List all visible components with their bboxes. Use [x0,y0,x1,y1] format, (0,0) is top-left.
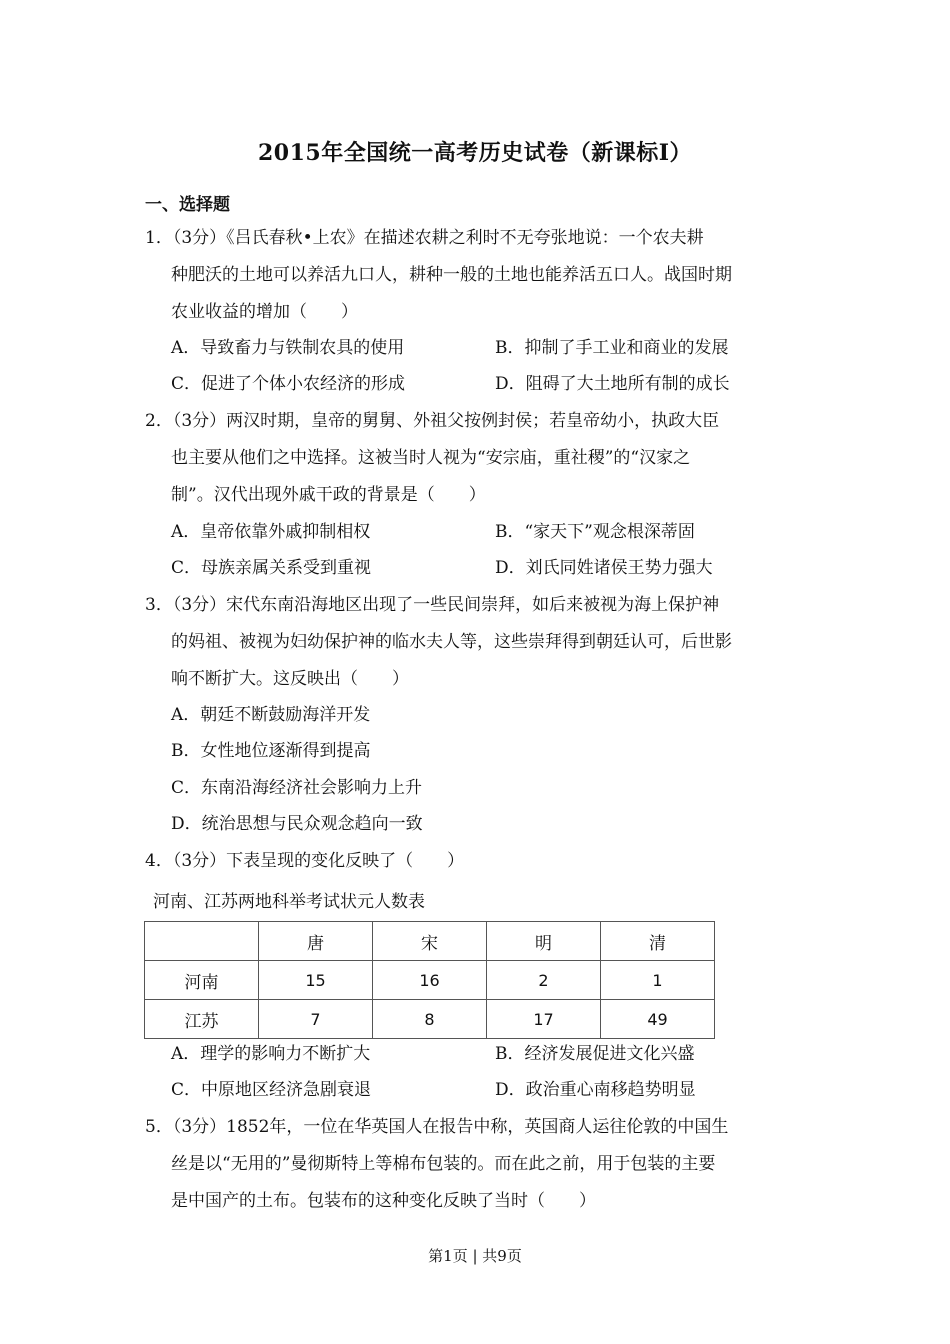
option-d[interactable]: D．刘氏同姓诸侯王势力强大 [495,558,713,578]
table-cell: 2 [487,961,601,1000]
question-1-line-2: 种肥沃的土地可以养活九口人，耕种一般的土地也能养活五口人。战国时期 [171,265,732,285]
table-header-row [145,922,715,961]
table-row-label: 河南 [145,961,259,1000]
question-1-line-1: 1．（3分）《吕氏春秋•上农》在描述农耕之利时不无夸张地说：一个农夫耕 [145,228,704,248]
option-c[interactable]: C．促进了个体小农经济的形成 [171,374,406,394]
table-cell: 15 [259,961,373,1000]
question-2-line-3: 制”。汉代出现外戚干政的背景是（ ） [171,485,486,505]
option-b[interactable]: B．“家天下”观念根深蒂固 [495,522,695,542]
table-row-label: 江苏 [145,1000,259,1039]
option-d[interactable]: D．统治思想与民众观念趋向一致 [171,814,423,834]
table-cell: 16 [373,961,487,1000]
table-header-cell [145,922,259,961]
table-header-cell: 唐 [259,922,373,961]
question-2-line-2: 也主要从他们之中选择。这被当时人视为“安宗庙，重社稷”的“汉家之 [171,448,691,468]
option-b[interactable]: B．女性地位逐渐得到提高 [171,741,371,761]
question-3-line-3: 响不断扩大。这反映出（ ） [171,669,409,689]
question-3-line-1: 3．（3分）宋代东南沿海地区出现了一些民间崇拜，如后来被视为海上保护神 [145,595,720,615]
section-heading: 一、选择题 [145,195,230,215]
question-4-line-1: 4．（3分）下表呈现的变化反映了（ ） [145,851,465,871]
question-5-line-3: 是中国产的土布。包装布的这种变化反映了当时（ ） [171,1191,596,1211]
table-cell: 49 [601,1000,715,1039]
option-a[interactable]: A．导致畜力与铁制农具的使用 [171,338,405,358]
table-cell: 1 [601,961,715,1000]
data-table [144,921,715,1039]
table-cell: 17 [487,1000,601,1039]
table-header-cell: 宋 [373,922,487,961]
option-d[interactable]: D．政治重心南移趋势明显 [495,1080,696,1100]
table-cell: 7 [259,1000,373,1039]
option-c[interactable]: C．中原地区经济急剧衰退 [171,1080,372,1100]
option-a[interactable]: A．朝廷不断鼓励海洋开发 [171,705,371,725]
question-4 [145,843,807,880]
question-3-line-2: 的妈祖、被视为妇幼保护神的临水夫人等，这些崇拜得到朝廷认可，后世影 [171,632,732,652]
option-a[interactable]: A．理学的影响力不断扩大 [171,1044,371,1064]
page-footer: 第1页 | 共9页 [428,1247,522,1265]
question-5 [145,1109,807,1220]
question-1 [145,220,807,331]
table-header-cell: 明 [487,922,601,961]
table-caption: 河南、江苏两地科举考试状元人数表 [153,892,425,912]
table-row [145,1000,715,1039]
question-5-line-1: 5．（3分）1852年，一位在华英国人在报告中称，英国商人运往伦敦的中国生 [145,1117,729,1137]
question-5-line-2: 丝是以“无用的”曼彻斯特上等棉布包装的。而在此之前，用于包装的主要 [171,1154,716,1174]
page-title: 2015年全国统一高考历史试卷（新课标Ⅰ） [257,140,693,166]
table-cell: 8 [373,1000,487,1039]
question-2-line-1: 2．（3分）两汉时期，皇帝的舅舅、外祖父按例封侯；若皇帝幼小，执政大臣 [145,411,720,431]
option-d[interactable]: D．阻碍了大土地所有制的成长 [495,374,730,394]
question-1-line-3: 农业收益的增加（ ） [171,302,358,322]
option-b[interactable]: B．抑制了手工业和商业的发展 [495,338,729,358]
option-c[interactable]: C．东南沿海经济社会影响力上升 [171,778,423,798]
table-row [145,961,715,1000]
question-3 [145,587,807,698]
option-c[interactable]: C．母族亲属关系受到重视 [171,558,372,578]
table-header-cell: 清 [601,922,715,961]
option-b[interactable]: B．经济发展促进文化兴盛 [495,1044,695,1064]
question-2 [145,403,807,514]
option-a[interactable]: A．皇帝依靠外戚抑制相权 [171,522,371,542]
